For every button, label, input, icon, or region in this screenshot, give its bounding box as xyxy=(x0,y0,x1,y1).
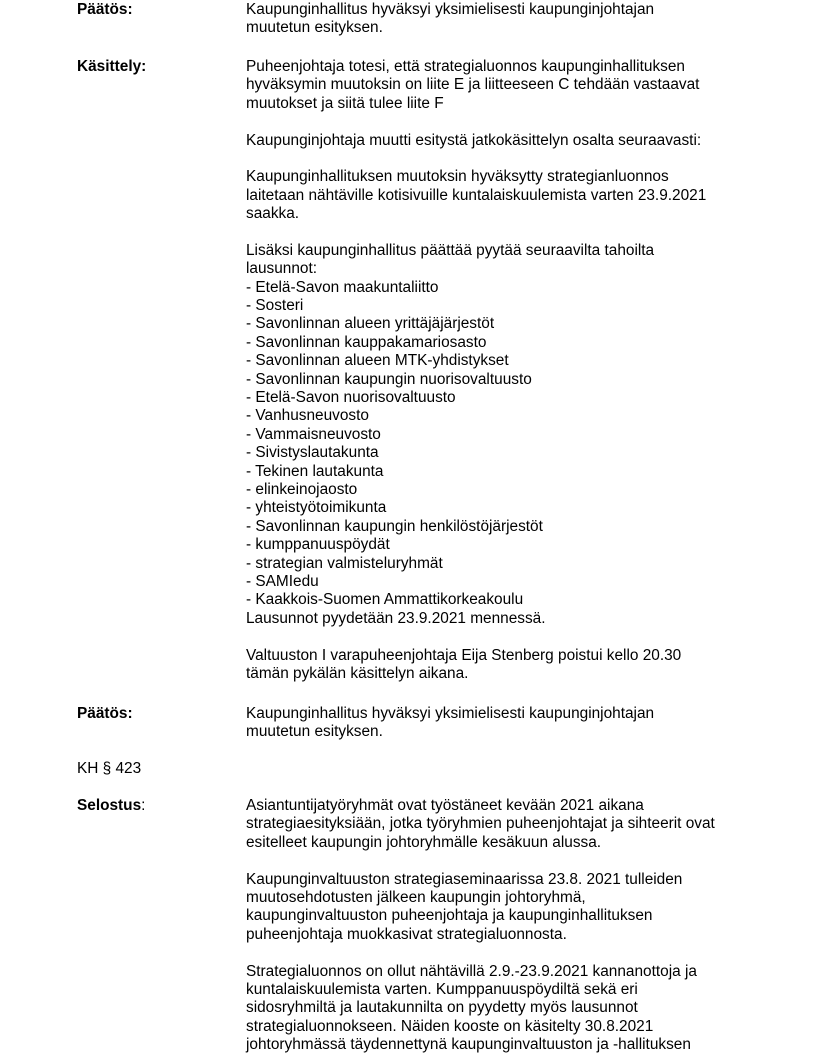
text-line: muutetun esityksen. xyxy=(246,19,383,37)
list-item: - Sivistyslautakunta xyxy=(246,444,379,462)
statement-text xyxy=(246,797,766,1054)
list-item: - yhteistyötoimikunta xyxy=(246,499,387,517)
text-line: Kaupunginhallitus hyväksyi yksimielisesti kaupunginjohtajan xyxy=(246,705,655,722)
paragraph xyxy=(246,242,766,628)
text-line: puheenjohtaja muokkasivat strategialuonnosta. xyxy=(246,925,567,943)
paragraph xyxy=(246,871,766,945)
text-line: strategialuonnokseen. Näiden kooste on käsitelty 30.8.2021 xyxy=(246,1017,654,1035)
text-line: Puheenjohtaja totesi, että strategialuonnos kaupunginhallituksen xyxy=(246,58,685,75)
paragraph xyxy=(246,647,766,684)
list-item: - Savonlinnan kaupungin nuorisovaltuusto xyxy=(246,370,532,388)
list-item: - Tekinen lautakunta xyxy=(246,462,384,480)
text-line: hyväksymin muutoksin on liite E ja liitteeseen C tehdään vastaavat xyxy=(246,76,700,94)
list-item: - Savonlinnan kauppakamariosasto xyxy=(246,333,487,351)
list-item: - Etelä-Savon nuorisovaltuusto xyxy=(246,389,456,407)
list-item: - Savonlinnan kaupungin henkilöstöjärjestöt xyxy=(246,517,543,535)
text-line: strategiaesityksiään, jotka työryhmien puheenjohtajat ja sihteerit ovat xyxy=(246,815,715,833)
decision-label: Päätös: xyxy=(77,1,133,18)
text-line: lausunnot: xyxy=(246,260,318,278)
text-line: esitelleet kaupungin johtoryhmälle kesäkuun alussa. xyxy=(246,833,602,851)
statement-label-text: Selostus xyxy=(77,797,142,814)
list-item: - Vammaisneuvosto xyxy=(246,425,381,443)
text-line: kuntalaiskuulemista varten. Kumppanuuspöydiltä sekä eri xyxy=(246,980,638,998)
paragraph xyxy=(246,58,766,113)
text-line: johtoryhmässä täydennettynä kaupunginvaltuuston ja -hallituksen xyxy=(246,1036,691,1054)
decision-text xyxy=(246,1,766,38)
list-item: - Sosteri xyxy=(246,297,304,315)
decision-text xyxy=(246,705,766,742)
text-line: Kaupunginvaltuuston strategiaseminaarissa 23.8. 2021 tulleiden xyxy=(246,870,683,888)
statement-label xyxy=(77,797,227,815)
decision-label: Päätös: xyxy=(77,705,133,722)
text-line: Kaupunginhallituksen muutoksin hyväksytty strategianluonnos xyxy=(246,168,669,186)
list-item: - Vanhusneuvosto xyxy=(246,407,369,425)
recipient-list xyxy=(246,279,766,610)
list-item: - Kaakkois-Suomen Ammattikorkeakoulu xyxy=(246,591,524,609)
text-line: Asiantuntijatyöryhmät ovat työstäneet kevään 2021 aikana xyxy=(246,797,644,814)
text-line: Kaupunginjohtaja muutti esitystä jatkokäsittelyn osalta seuraavasti: xyxy=(246,131,702,149)
paragraph xyxy=(246,797,766,852)
text-line: Lausunnot pyydetään 23.9.2021 mennessä. xyxy=(246,609,546,627)
list-item: - elinkeinojaosto xyxy=(246,480,358,498)
text-line: kaupunginvaltuuston puheenjohtaja ja kaupunginhallituksen xyxy=(246,907,653,925)
statement-label-suffix: : xyxy=(141,797,146,814)
list-item: - Savonlinnan alueen MTK-yhdistykset xyxy=(246,352,509,370)
text-line: tämän pykälän käsittelyn aikana. xyxy=(246,664,469,682)
text-line: Lisäksi kaupunginhallitus päättää pyytää seuraavilta tahoilta xyxy=(246,241,655,259)
list-item: - SAMIedu xyxy=(246,572,319,590)
list-item: - Etelä-Savon maakuntaliitto xyxy=(246,278,439,296)
text-line: muutosehdotusten jälkeen kaupungin johtoryhmä, xyxy=(246,888,586,906)
text-line: muutokset ja siitä tulee liite F xyxy=(246,94,444,112)
text-line: saakka. xyxy=(246,205,300,223)
handling-text xyxy=(246,58,766,683)
text-line: Valtuuston I varapuheenjohtaja Eija Stenberg poistui kello 20.30 xyxy=(246,646,682,664)
text-line: Strategialuonnos on ollut nähtävillä 2.9.-23.9.2021 kannanottoja ja xyxy=(246,962,697,980)
list-item: - kumppanuuspöydät xyxy=(246,536,390,554)
list-item: - Savonlinnan alueen yrittäjäjärjestöt xyxy=(246,315,495,333)
paragraph xyxy=(246,132,766,150)
list-item: - strategian valmisteluryhmät xyxy=(246,554,443,572)
text-line: muutetun esityksen. xyxy=(246,723,383,741)
text-line: Kaupunginhallitus hyväksyi yksimielisesti kaupunginjohtajan xyxy=(246,1,655,18)
handling-label: Käsittely: xyxy=(77,58,147,75)
paragraph xyxy=(246,168,766,223)
text-line: laitetaan nähtäville kotisivuille kuntalaiskuulemista varten 23.9.2021 xyxy=(246,186,707,204)
section-reference: KH § 423 xyxy=(77,760,142,777)
text-line: sidosryhmiltä ja lautakunnilta on pyydetty myös lausunnot xyxy=(246,999,638,1017)
paragraph xyxy=(246,963,766,1055)
